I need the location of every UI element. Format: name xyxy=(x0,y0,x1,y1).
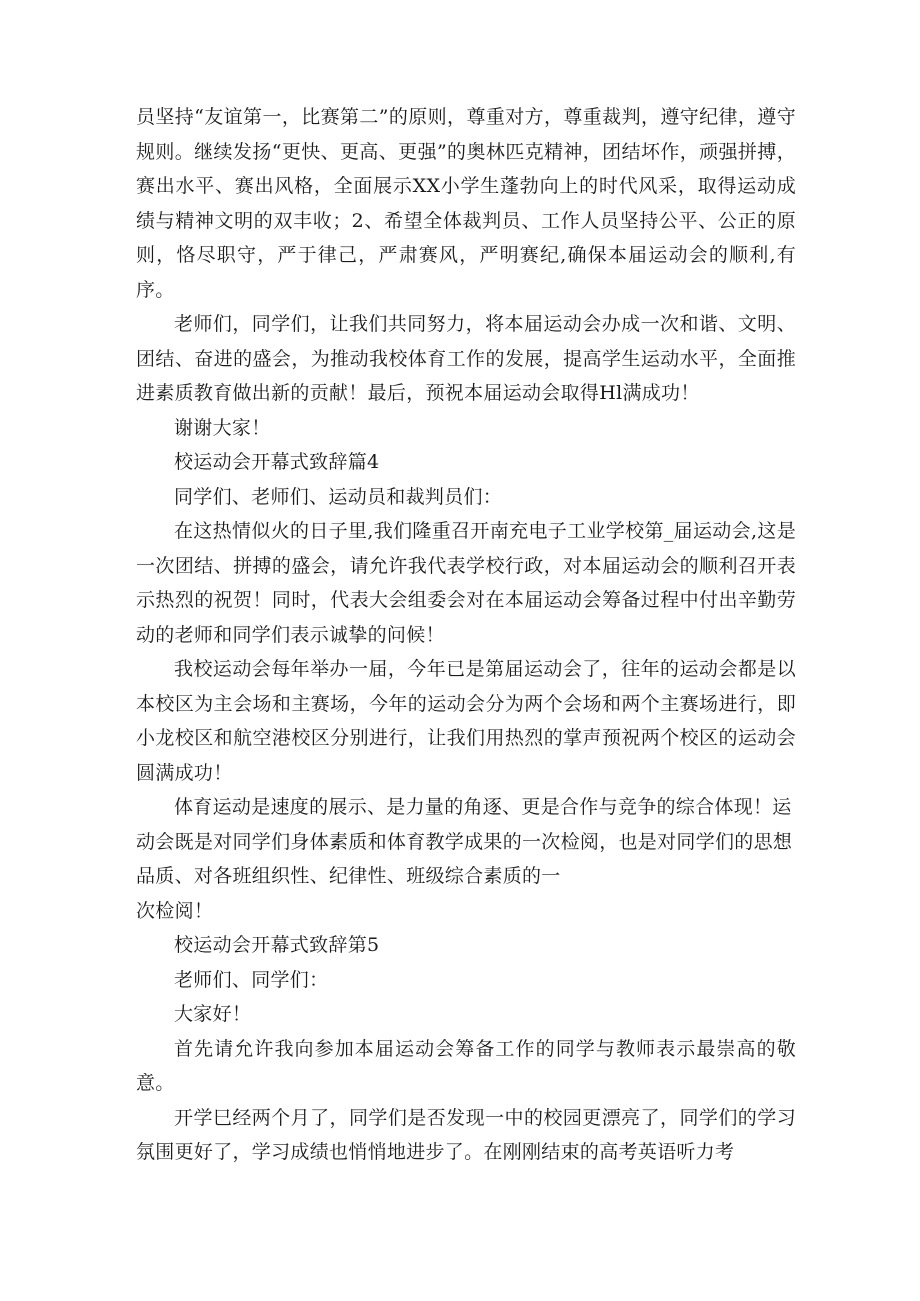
paragraph-14: 开学巳经两个月了，同学们是否发现一中的校园更漂亮了，同学们的学习氛围更好了，学习成绩也悄悄地进步了。在刚刚结束的高考英语听力考 xyxy=(136,1106,796,1163)
paragraph-7: 我校运动会每年举办一届，今年已是第届运动会了，往年的运动会都是以本校区为主会场和主赛场，今年的运动会分为两个会场和两个主赛场进行，即小龙校区和航空港校区分别进行，让我们用热烈的掌声预祝两个校区的运动会圆满成功！ xyxy=(136,658,796,784)
paragraph-2: 老师们，同学们，让我们共同努力，将本届运动会办成一次和谐、文明、团结、奋进的盛会，为推动我校体育工作的发展，提高学生运动水平，全面推进素质教育做出新的贡献！最后，预祝本届运动会取得Hl满成功！ xyxy=(136,313,796,404)
paragraph-1: 员坚持“友谊第一，比赛第二”的原则，尊重对方，尊重裁判，遵守纪律，遵守规则。继续发扬“更快、更高、更强”的奥林匹克精神，团结坏作，顽强拼搏，赛出水平、赛出风格，全面展示XX小学生蓬勃向上的时代风采，取得运动成绩与精神文明的双丰收；2、希望全体裁判员、工作人员坚持公平、公正的原则，恪尽职守，严于律己，严肃赛风，严明赛纪,确保本届运动会的顺利,有序。 xyxy=(136,106,796,301)
greeting: 大家好！ xyxy=(174,1003,252,1025)
section-heading-4: 校运动会开幕式致辞篇4 xyxy=(174,451,380,473)
paragraph-13: 首先请允许我向参加本届运动会筹备工作的同学与教师表示最崇高的敬意。 xyxy=(136,1037,796,1094)
paragraph-3: 谢谢大家！ xyxy=(174,416,271,439)
paragraph-6: 在这热情似火的日子里,我们隆重召开南充电子工业学校第_届运动会,这是一次团结、拼搏的盛会，请允许我代表学校行政，对本届运动会的顺利召开表示热烈的祝贺！同时，代表大会组委会对在本届运动会筹备过程中付出辛勤劳动的老师和同学们表示诚挚的问候！ xyxy=(136,520,796,646)
document-body xyxy=(136,100,796,1170)
salutation-5: 老师们、同学们： xyxy=(174,968,329,991)
salutation-4: 同学们、老师们、运动员和裁判员们： xyxy=(174,485,503,508)
paragraph-8: 体育运动是速度的展示、是力量的角逐、更是合作与竞争的综合体现！运动会既是对同学们身体素质和体育教学成果的一次检阅，也是对同学们的思想品质、对各班组织性、纪律性、班级综合素质的一 xyxy=(136,796,793,887)
section-heading-5: 校运动会开幕式致辞第5 xyxy=(174,934,380,956)
paragraph-9: 次检阅！ xyxy=(136,899,214,922)
